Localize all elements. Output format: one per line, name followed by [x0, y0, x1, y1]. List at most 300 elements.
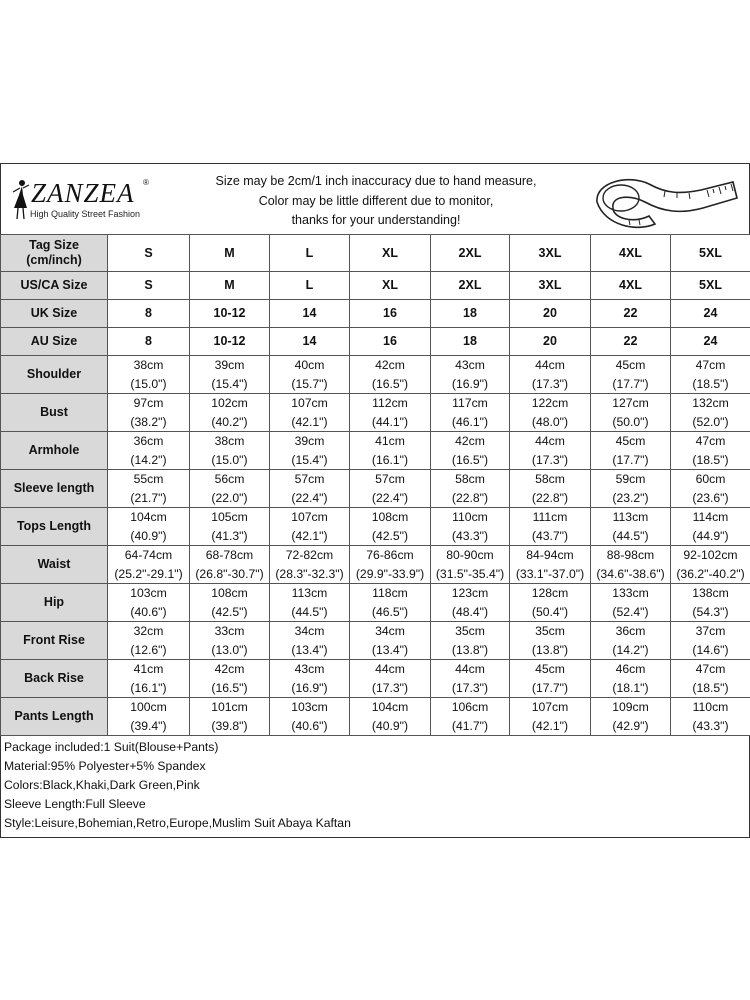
measure-cell [190, 660, 270, 698]
inch-value: (21.7") [130, 490, 167, 505]
row-label: Tag Size (cm/inch) [1, 235, 108, 272]
size-cell: 14 [270, 300, 350, 328]
measure-row [1, 470, 750, 508]
cm-value: 108cm [211, 586, 248, 600]
size-cell: 10-12 [190, 300, 270, 328]
cm-value: 55cm [133, 472, 164, 486]
cm-value: 35cm [455, 624, 485, 638]
measure-cell [270, 698, 350, 736]
inch-value: (43.7") [531, 528, 569, 543]
measure-cell [591, 622, 671, 660]
inch-value: (50.4") [531, 604, 569, 619]
inch-value: (16.5") [211, 680, 248, 695]
size-cell: 8 [108, 300, 190, 328]
inch-value: (43.3") [692, 718, 729, 733]
cm-value: 84-94cm [526, 548, 574, 562]
measure-cell [510, 698, 591, 736]
cm-value: 47cm [695, 358, 726, 372]
row-label: AU Size [1, 328, 108, 356]
size-cell: 14 [270, 328, 350, 356]
cm-value: 104cm [371, 700, 409, 714]
row-label: Sleeve length [1, 470, 108, 508]
inch-value: (17.7") [531, 680, 569, 695]
inch-value: (23.2") [612, 490, 649, 505]
cm-value: 114cm [692, 510, 729, 524]
inch-value: (42.9") [612, 718, 649, 733]
inch-value: (15.4") [291, 452, 328, 467]
registered-mark: ® [143, 178, 149, 187]
cm-value: 34cm [294, 624, 325, 638]
cm-value: 42cm [214, 662, 245, 676]
cm-value: 45cm [535, 662, 565, 676]
cm-value: 45cm [615, 434, 646, 448]
measure-row [1, 356, 750, 394]
inch-value: (39.8") [211, 718, 248, 733]
inch-value: (22.8") [531, 490, 569, 505]
cm-value: 44cm [455, 662, 485, 676]
size-cell: 20 [510, 328, 591, 356]
cm-value: 104cm [130, 510, 167, 524]
size-table [0, 234, 750, 736]
notice-line: thanks for your understanding! [291, 213, 461, 227]
inch-value: (29.9"-33.9") [355, 566, 425, 581]
cm-value: 36cm [615, 624, 646, 638]
size-cell: L [270, 235, 350, 272]
size-cell: 2XL [431, 235, 510, 272]
measure-cell [270, 470, 350, 508]
cm-value: 39cm [294, 434, 325, 448]
measure-cell [270, 660, 350, 698]
inch-value: (12.6") [130, 642, 167, 657]
cm-value: 32cm [133, 624, 164, 638]
inch-value: (23.6") [692, 490, 729, 505]
inch-value: (18.1") [612, 680, 649, 695]
measure-cell [671, 622, 750, 660]
size-row [1, 272, 750, 300]
inch-value: (34.6"-38.6") [596, 566, 665, 581]
size-cell: 22 [591, 328, 671, 356]
cm-value: 34cm [375, 624, 405, 638]
measure-cell [350, 622, 431, 660]
measure-cell [190, 698, 270, 736]
measure-cell [108, 432, 190, 470]
measure-cell [671, 660, 750, 698]
inch-value: (40.2") [211, 414, 248, 429]
inch-value: (48.0") [531, 414, 569, 429]
size-cell: 24 [671, 328, 750, 356]
measure-cell [591, 698, 671, 736]
inch-value: (15.4") [211, 376, 248, 391]
measure-cell [671, 698, 750, 736]
cm-value: 117cm [452, 396, 488, 410]
measure-cell [350, 508, 431, 546]
inch-value: (13.4") [371, 642, 409, 657]
row-label: Hip [1, 584, 108, 622]
measure-cell [350, 432, 431, 470]
cm-value: 59cm [615, 472, 646, 486]
inch-value: (15.0") [211, 452, 248, 467]
inch-value: (52.4") [612, 604, 649, 619]
brand-tagline: High Quality Street Fashion [30, 209, 141, 219]
inch-value: (25.2"-29.1") [114, 566, 183, 581]
cm-value: 133cm [612, 586, 649, 600]
measure-cell [431, 584, 510, 622]
cm-value: 44cm [535, 358, 565, 372]
cm-value: 58cm [455, 472, 485, 486]
size-cell: 8 [108, 328, 190, 356]
inch-value: (16.5") [451, 452, 489, 467]
cm-value: 38cm [214, 434, 245, 448]
size-cell: L [270, 272, 350, 300]
material-info: Material:95% Polyester+5% Spandex [4, 759, 206, 773]
inch-value: (22.4") [371, 490, 409, 505]
cm-value: 42cm [455, 434, 485, 448]
cm-value: 44cm [375, 662, 405, 676]
measure-cell [350, 660, 431, 698]
cm-value: 106cm [451, 700, 489, 714]
measure-cell [350, 698, 431, 736]
measuring-tape-icon [589, 168, 739, 230]
inch-value: (42.1") [531, 718, 569, 733]
inch-value: (39.4") [130, 718, 167, 733]
inch-value: (15.0") [130, 376, 167, 391]
inch-value: (31.5"-35.4") [435, 566, 505, 581]
measure-cell [270, 584, 350, 622]
size-cell: 3XL [510, 235, 591, 272]
measure-cell [591, 432, 671, 470]
cm-value: 97cm [133, 396, 164, 410]
measure-cell [431, 470, 510, 508]
measure-cell [190, 432, 270, 470]
cm-value: 57cm [375, 472, 405, 486]
measure-cell [270, 356, 350, 394]
measure-cell [270, 432, 350, 470]
measure-cell [350, 394, 431, 432]
measure-row [1, 660, 750, 698]
inch-value: (36.2"-40.2") [676, 566, 745, 581]
size-cell: 4XL [591, 235, 671, 272]
cm-value: 105cm [211, 510, 248, 524]
size-chart [0, 163, 750, 838]
cm-value: 76-86cm [366, 548, 414, 562]
inch-value: (16.1") [371, 452, 409, 467]
measure-cell [671, 470, 750, 508]
row-label: Waist [1, 546, 108, 584]
cm-value: 56cm [214, 472, 245, 486]
inch-value: (18.5") [692, 680, 729, 695]
size-row [1, 300, 750, 328]
inch-value: (17.3") [451, 680, 489, 695]
measure-cell [510, 508, 591, 546]
cm-value: 113cm [291, 586, 328, 600]
measure-row [1, 508, 750, 546]
cm-value: 38cm [133, 358, 164, 372]
inch-value: (28.3"-32.3") [275, 566, 344, 581]
inch-value: (33.1"-37.0") [515, 566, 585, 581]
cm-value: 109cm [612, 700, 649, 714]
measure-cell [108, 508, 190, 546]
size-cell: M [190, 235, 270, 272]
inch-value: (17.7") [612, 376, 649, 391]
inch-value: (41.7") [451, 718, 489, 733]
measure-cell [671, 508, 750, 546]
inch-value: (44.1") [371, 414, 409, 429]
measure-cell [108, 698, 190, 736]
size-cell: S [108, 272, 190, 300]
brand-logo [5, 172, 165, 228]
brand-name: ZANZEA [31, 178, 135, 208]
size-cell: 4XL [591, 272, 671, 300]
size-cell: 10-12 [190, 328, 270, 356]
inch-value: (42.1") [291, 528, 328, 543]
measure-cell [431, 698, 510, 736]
cm-value: 107cm [531, 700, 569, 714]
measure-cell [510, 622, 591, 660]
inch-value: (17.3") [531, 452, 569, 467]
size-cell: 5XL [671, 272, 750, 300]
cm-value: 138cm [692, 586, 729, 600]
cm-value: 100cm [130, 700, 167, 714]
measure-row [1, 394, 750, 432]
cm-value: 132cm [692, 396, 729, 410]
inch-value: (14.2") [612, 642, 649, 657]
inch-value: (43.3") [451, 528, 489, 543]
measure-cell [510, 356, 591, 394]
measure-cell [510, 660, 591, 698]
chart-header [0, 163, 750, 234]
inch-value: (13.0") [211, 642, 248, 657]
size-row [1, 328, 750, 356]
inch-value: (16.1") [130, 680, 167, 695]
cm-value: 107cm [291, 396, 328, 410]
measure-cell [190, 394, 270, 432]
measure-cell [591, 508, 671, 546]
cm-value: 118cm [372, 586, 408, 600]
inch-value: (41.3") [211, 528, 248, 543]
size-cell: 22 [591, 300, 671, 328]
measure-cell [108, 584, 190, 622]
row-label: Front Rise [1, 622, 108, 660]
inch-value: (17.7") [612, 452, 649, 467]
inch-value: (16.9") [451, 376, 489, 391]
notice-line: Color may be little different due to monitor, [258, 193, 494, 208]
size-cell: 20 [510, 300, 591, 328]
row-label: Pants Length [1, 698, 108, 736]
measure-cell [108, 394, 190, 432]
inch-value: (38.2") [130, 414, 167, 429]
cm-value: 37cm [695, 624, 726, 638]
package-info: Package included:1 Suit(Blouse+Pants) [4, 740, 219, 754]
cm-value: 45cm [615, 358, 646, 372]
cm-value: 127cm [612, 396, 649, 410]
cm-value: 41cm [375, 434, 405, 448]
measure-cell [108, 546, 190, 584]
row-label: Shoulder [1, 356, 108, 394]
cm-value: 36cm [133, 434, 164, 448]
measure-cell [431, 660, 510, 698]
measure-row [1, 622, 750, 660]
cm-value: 110cm [692, 700, 729, 714]
measure-row [1, 432, 750, 470]
cm-value: 128cm [531, 586, 569, 600]
measurement-notice [171, 172, 581, 231]
measure-cell [510, 394, 591, 432]
inch-value: (22.0") [211, 490, 248, 505]
size-cell: 18 [431, 300, 510, 328]
inch-value: (22.8") [451, 490, 489, 505]
inch-value: (40.6") [130, 604, 167, 619]
inch-value: (13.8") [451, 642, 489, 657]
inch-value: (22.4") [291, 490, 328, 505]
measure-cell [591, 470, 671, 508]
measure-cell [108, 356, 190, 394]
measure-cell [190, 356, 270, 394]
cm-value: 123cm [451, 586, 489, 600]
size-cell: XL [350, 235, 431, 272]
cm-value: 112cm [372, 396, 408, 410]
cm-value: 64-74cm [124, 548, 173, 562]
size-cell: 2XL [431, 272, 510, 300]
measure-cell [350, 470, 431, 508]
measure-cell [431, 622, 510, 660]
measure-cell [270, 546, 350, 584]
cm-value: 122cm [531, 396, 569, 410]
inch-value: (46.5") [371, 604, 409, 619]
inch-value: (40.6") [291, 718, 328, 733]
row-label: Armhole [1, 432, 108, 470]
cm-value: 44cm [535, 434, 565, 448]
cm-value: 72-82cm [285, 548, 334, 562]
measure-cell [671, 394, 750, 432]
measure-cell [190, 622, 270, 660]
cm-value: 92-102cm [683, 548, 738, 562]
measure-cell [671, 584, 750, 622]
measure-cell [270, 622, 350, 660]
inch-value: (13.4") [291, 642, 328, 657]
measure-cell [431, 394, 510, 432]
inch-value: (26.8"-30.7") [195, 566, 264, 581]
inch-value: (40.9") [130, 528, 167, 543]
measure-cell [108, 622, 190, 660]
measure-cell [671, 546, 750, 584]
inch-value: (18.5") [692, 452, 729, 467]
inch-value: (54.3") [692, 604, 729, 619]
size-cell: S [108, 235, 190, 272]
size-cell: 16 [350, 328, 431, 356]
sleeve-info: Sleeve Length:Full Sleeve [4, 797, 146, 811]
measure-cell [108, 660, 190, 698]
cm-value: 80-90cm [446, 548, 494, 562]
measure-cell [591, 546, 671, 584]
product-info [0, 736, 750, 838]
measure-cell [190, 546, 270, 584]
cm-value: 43cm [294, 662, 325, 676]
cm-value: 33cm [214, 624, 245, 638]
size-cell: XL [350, 272, 431, 300]
size-cell: 18 [431, 328, 510, 356]
cm-value: 103cm [130, 586, 167, 600]
cm-value: 47cm [695, 434, 726, 448]
style-info: Style:Leisure,Bohemian,Retro,Europe,Muslim Suit Abaya Kaftan [4, 816, 351, 830]
notice-line: Size may be 2cm/1 inch inaccuracy due to hand measure, [215, 174, 537, 188]
measure-row [1, 546, 750, 584]
measure-cell [431, 546, 510, 584]
measure-cell [270, 394, 350, 432]
measure-cell [671, 356, 750, 394]
row-label: Tops Length [1, 508, 108, 546]
inch-value: (17.3") [531, 376, 569, 391]
cm-value: 46cm [615, 662, 646, 676]
size-cell: 5XL [671, 235, 750, 272]
measure-cell [591, 356, 671, 394]
size-cell: 16 [350, 300, 431, 328]
size-cell: 24 [671, 300, 750, 328]
measure-cell [591, 584, 671, 622]
inch-value: (46.1") [451, 414, 489, 429]
measure-cell [510, 546, 591, 584]
cm-value: 88-98cm [606, 548, 655, 562]
measure-cell [591, 394, 671, 432]
cm-value: 40cm [294, 358, 325, 372]
measure-cell [591, 660, 671, 698]
cm-value: 42cm [375, 358, 405, 372]
measure-cell [270, 508, 350, 546]
measure-cell [108, 470, 190, 508]
cm-value: 58cm [535, 472, 565, 486]
inch-value: (42.1") [291, 414, 328, 429]
inch-value: (17.3") [371, 680, 409, 695]
measure-cell [431, 508, 510, 546]
cm-value: 101cm [211, 700, 248, 714]
cm-value: 57cm [294, 472, 325, 486]
inch-value: (50.0") [612, 414, 649, 429]
cm-value: 41cm [133, 662, 164, 676]
inch-value: (16.9") [291, 680, 328, 695]
cm-value: 43cm [455, 358, 485, 372]
measure-cell [190, 584, 270, 622]
measure-cell [350, 584, 431, 622]
row-label: Back Rise [1, 660, 108, 698]
measure-cell [431, 432, 510, 470]
cm-value: 68-78cm [205, 548, 254, 562]
cm-value: 110cm [452, 510, 488, 524]
inch-value: (42.5") [371, 528, 409, 543]
inch-value: (18.5") [692, 376, 729, 391]
inch-value: (44.9") [692, 528, 729, 543]
row-label: US/CA Size [1, 272, 108, 300]
cm-value: 111cm [532, 510, 568, 524]
inch-value: (14.6") [692, 642, 729, 657]
measure-row [1, 698, 750, 736]
measure-cell [350, 546, 431, 584]
cm-value: 108cm [371, 510, 409, 524]
cm-value: 60cm [695, 472, 726, 486]
inch-value: (16.5") [371, 376, 409, 391]
inch-value: (13.8") [531, 642, 569, 657]
cm-value: 47cm [695, 662, 726, 676]
measure-cell [190, 508, 270, 546]
row-label: UK Size [1, 300, 108, 328]
measure-cell [510, 584, 591, 622]
measure-cell [350, 356, 431, 394]
size-cell: M [190, 272, 270, 300]
measure-row [1, 584, 750, 622]
row-label: Bust [1, 394, 108, 432]
cm-value: 103cm [291, 700, 328, 714]
cm-value: 39cm [214, 358, 245, 372]
cm-value: 35cm [535, 624, 565, 638]
measure-cell [510, 470, 591, 508]
